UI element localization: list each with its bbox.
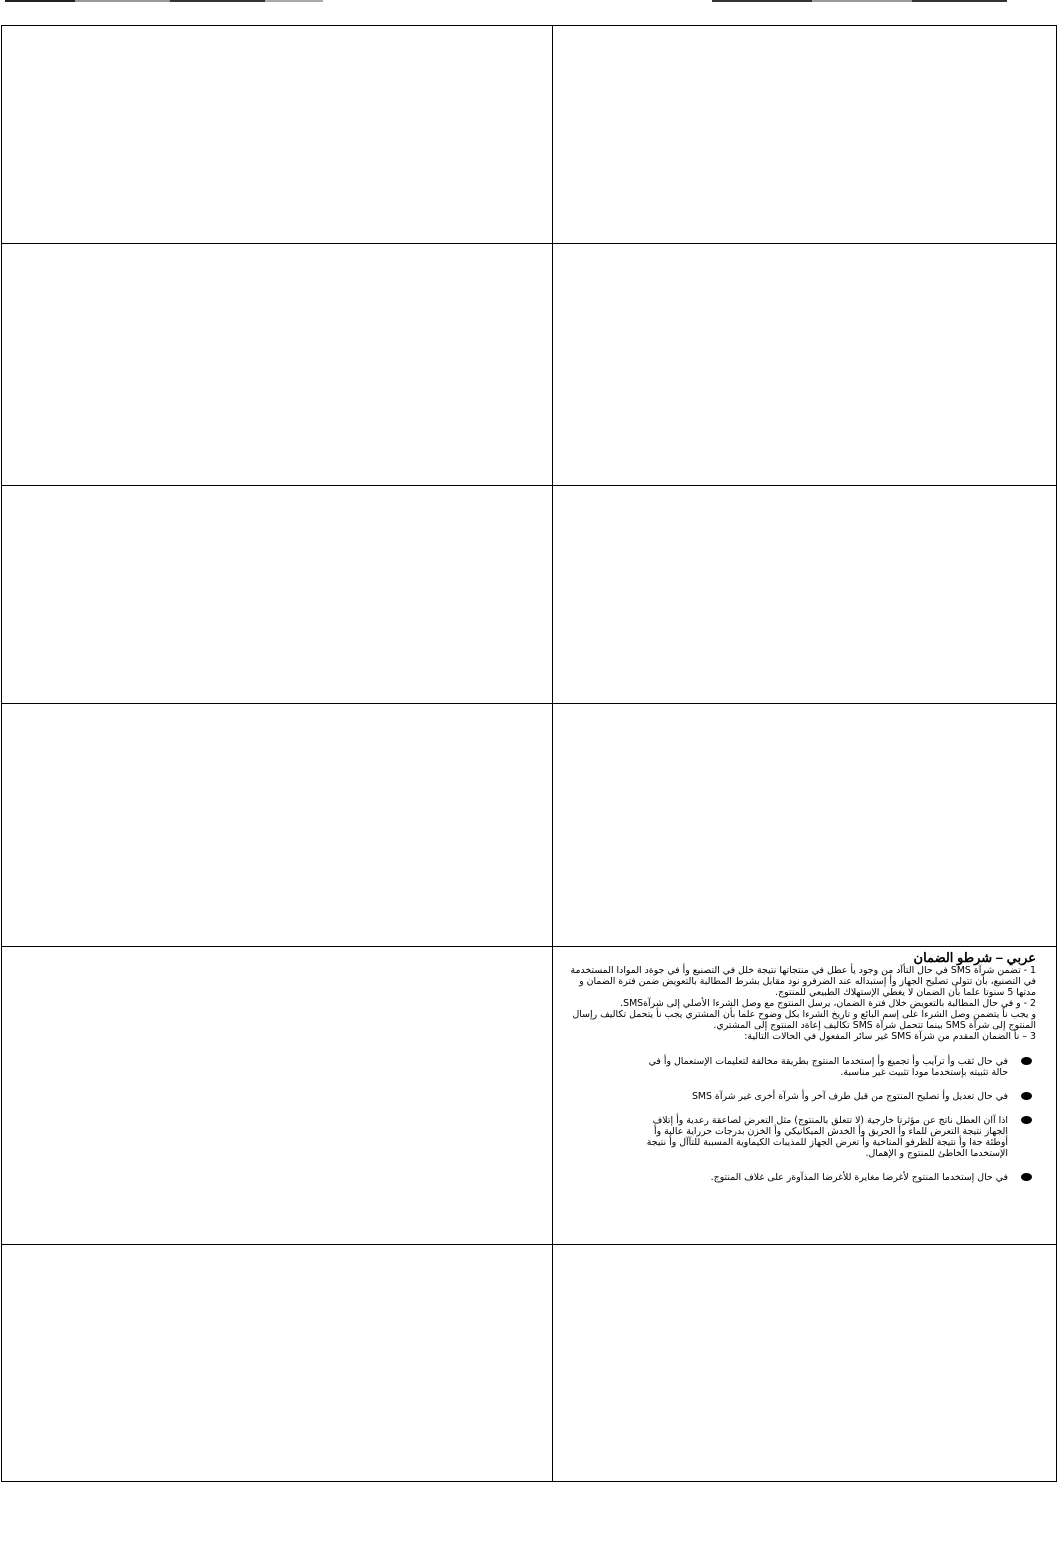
bullet-icon [1021,1092,1032,1100]
bullet-icon [1021,1057,1032,1065]
list-item [561,1115,1036,1159]
header-rule [75,0,170,2]
grid-cell [553,26,1057,244]
bullet-icon [1021,1173,1032,1181]
grid-cell [553,244,1057,486]
list-item [561,1091,1036,1102]
list-item [561,1056,1036,1078]
grid-cell [2,486,553,704]
warranty-paragraph: 3 – نأ الضمان المقدم من شرآة SMS غير سائر المفعول في الحالات التالية: [744,1031,1036,1042]
header-rule [812,0,912,2]
grid-row [2,486,1057,704]
grid-cell [553,1245,1057,1482]
grid-cell [2,26,553,244]
list-item [561,1172,1036,1183]
exclusion-text: في حال تعديل وأ تصليح المنتوج من قبل طرف آخر وأ شرآة أخرى غير شرآة SMS [691,1091,1008,1102]
exclusion-text: في حال إستخدما المنتوج لأغرضا مغايرة للأغرضا المذآوةر على غلاف المنتوج. [710,1172,1008,1183]
grid-cell [553,486,1057,704]
grid-cell [2,947,553,1245]
exclusion-text: في حال ثقب وأ ترآيب وأ تجميع وأ إستخدما المنتوج بطريقة مخالفة لتعليمات الإستعمال وأ في حالة تثبيته بإستخدما مودا تثبيت غير مناسبة. [648,1056,1008,1078]
grid-cell [2,704,553,947]
warranty-terms-arabic [553,947,1056,1183]
grid-cell [553,704,1057,947]
exclusion-text: اذا آان العطل ناتج عن مؤثرتا خارجية (لا تتعلق بالمنتوج) مثل التعرض لصاعقة رعدية وأ إتلاف الجهاز نتيجة التعرض للماء وأ الحريق وأ الخدش الميكانيكي وأ الخزن بدرجات حرراية عالية وأ أوطئة جةا وأ نتيجة للظرفو المناخية وأ تعرض الجهاز للمذيبات الكيماوية المسببة للتآآل وأ نتيجة الإستخدما الخاطئ للمنتوج و الإهمال. [646,1115,1008,1159]
warranty-paragraph: 1 - تضمن شرآة SMS في حال التأآد من وجود يأ عطل في منتجاتها نتيجة خلل في التصنيع وأ في جوةد الموادا المستخدمة في التصنيع، بأن تتولى تصليح الجهاز وأ إستبداله عند الضرفرو نود مقابل بشرط المطالبة بالتعويض ضمن فترة الضمان و مدتها 5 سنوتا علما بأن الضمان لا يغطي الإستهلاك الطبيعي للمنتوج. [570,965,1036,998]
header-rule [170,0,265,2]
header-rule [712,0,812,2]
grid-row [2,947,1057,1245]
warranty-title: عربي – شرطو الضمان [913,950,1036,965]
grid-row [2,244,1057,486]
warranty-cell [553,947,1057,1245]
header-rule [912,0,1007,2]
grid-cell [2,1245,553,1482]
grid-row [2,26,1057,244]
grid-row [2,704,1057,947]
grid-row [2,1245,1057,1482]
header-rule [265,0,323,2]
warranty-paragraph: 2 - و في حال المطالبة بالتعويض خلال فترة الضمان، يرسل المنتوج مع وصل الشرءا الأصلي إلى شرآةSMS. [620,998,1036,1009]
exclusions-list [561,1056,1036,1183]
warranty-paragraph: و يجب نأ يتضمن وصل الشرءا على إسم البائع و تاريخ الشرءا بكل وضوح علما بأن المشتري يجب نأ يتحمل تكاليف رإسال المنتوج إلى شرآة SMS بينما تتحمل شرآة SMS تكاليف إعاةد المنتوج إلى المشتري. [572,1009,1036,1031]
language-grid [1,25,1057,1482]
bullet-icon [1021,1116,1032,1124]
grid-cell [2,244,553,486]
header-rule [5,0,75,2]
